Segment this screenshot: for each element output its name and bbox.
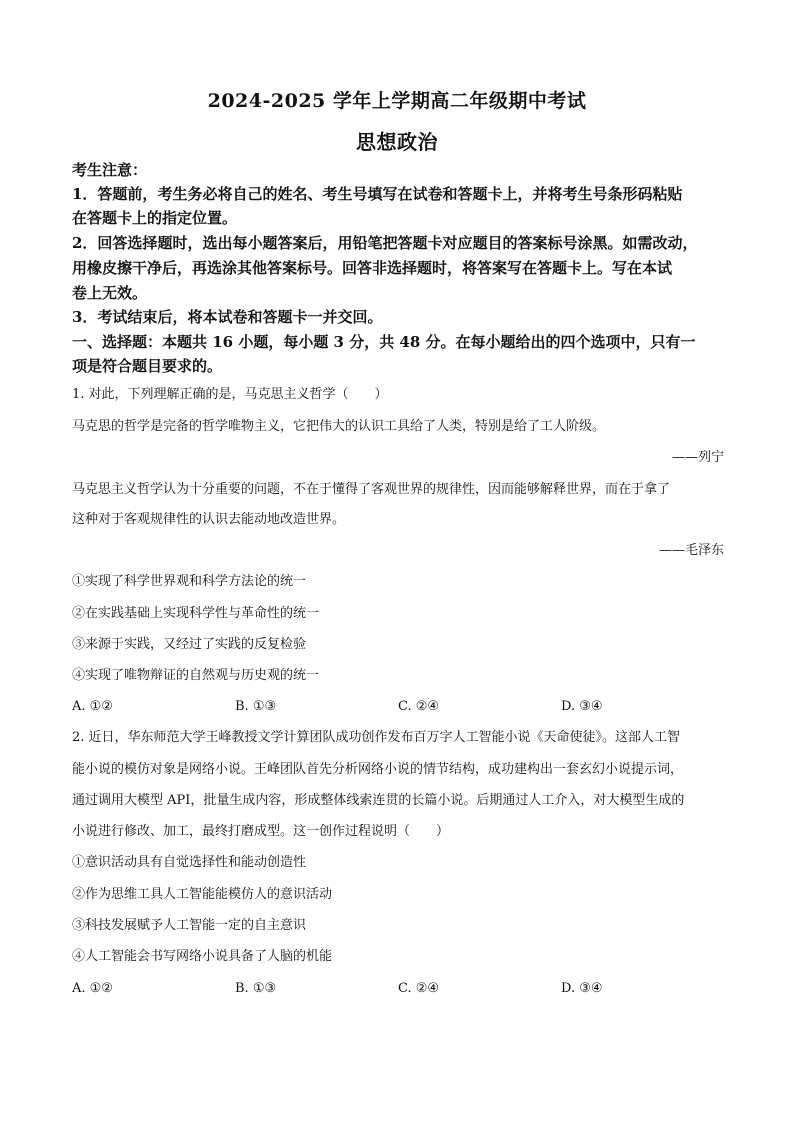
notice-item-1: 1．答题前，考生务必将自己的姓名、考生号填写在试卷和答题卡上，并将考生号条形码粘贴 bbox=[72, 185, 683, 203]
notice-heading: 考生注意： bbox=[72, 161, 148, 179]
section-heading: 一、选择题：本题共 16 小题，每小题 3 分，共 48 分。在每小题给出的四个选项中，只有一 bbox=[72, 333, 696, 351]
q1-option-b[interactable]: B. ①③ bbox=[235, 699, 277, 714]
q1-item-4: ④实现了唯物辩证的自然观与历史观的统一 bbox=[72, 668, 320, 683]
q1-quote-2-cont: 这种对于客观规律性的认识去能动地改造世界。 bbox=[72, 512, 346, 527]
q1-option-d[interactable]: D. ③④ bbox=[561, 699, 603, 714]
q2-stem-cont-1: 能小说的模仿对象是网络小说。王峰团队首先分析网络小说的情节结构，成功建构出一套玄幻小说提示词， bbox=[72, 762, 684, 777]
notice-item-2-end: 卷上无效。 bbox=[72, 284, 148, 302]
exam-subject: 思想政治 bbox=[356, 130, 438, 154]
q1-item-1: ①实现了科学世界观和科学方法论的统一 bbox=[72, 574, 307, 589]
notice-item-2-cont: 用橡皮擦干净后，再选涂其他答案标号。回答非选择题时，将答案写在答题卡上。写在本试 bbox=[72, 259, 673, 277]
exam-title: 2024-2025 学年上学期高二年级期中考试 bbox=[207, 90, 587, 112]
notice-item-2: 2．回答选择题时，选出每小题答案后，用铅笔把答题卡对应题目的答案标号涂黑。如需改动， bbox=[72, 234, 698, 252]
q1-option-c[interactable]: C. ②④ bbox=[398, 699, 440, 714]
q2-item-4: ④人工智能会书写网络小说具备了人脑的机能 bbox=[72, 949, 333, 964]
notice-item-1-cont: 在答题卡上的指定位置。 bbox=[72, 209, 238, 227]
q1-stem: 1. 对此，下列理解正确的是，马克思主义哲学（ ） bbox=[72, 387, 388, 402]
q2-option-b[interactable]: B. ①③ bbox=[235, 981, 277, 996]
q1-quote-1-author: ——列宁 bbox=[671, 450, 724, 465]
q1-item-3: ③来源于实践，又经过了实践的反复检验 bbox=[72, 637, 307, 652]
q2-item-1: ①意识活动具有自觉选择性和能动创造性 bbox=[72, 855, 307, 870]
q1-item-2: ②在实践基础上实现科学性与革命性的统一 bbox=[72, 606, 320, 621]
q1-quote-2: 马克思主义哲学认为十分重要的问题，不在于懂得了客观世界的规律性，因而能够解释世界，而在于拿了 bbox=[72, 482, 671, 497]
q2-option-d[interactable]: D. ③④ bbox=[561, 981, 603, 996]
q2-item-2: ②作为思维工具人工智能能模仿人的意识活动 bbox=[72, 887, 333, 902]
q1-quote-2-author: ——毛泽东 bbox=[658, 543, 724, 558]
q2-stem-cont-3: 小说进行修改、加工，最终打磨成型。这一创作过程说明（ ） bbox=[72, 824, 450, 839]
q1-option-a[interactable]: A. ①② bbox=[72, 699, 113, 714]
section-heading-cont: 项是符合题目要求的。 bbox=[72, 357, 223, 375]
q2-option-c[interactable]: C. ②④ bbox=[398, 981, 440, 996]
q1-quote-1: 马克思的哲学是完备的哲学唯物主义，它把伟大的认识工具给了人类，特别是给了工人阶级。 bbox=[72, 419, 606, 434]
q2-option-a[interactable]: A. ①② bbox=[72, 981, 113, 996]
q2-stem: 2. 近日，华东师范大学王峰教授文学计算团队成功创作发布百万字人工智能小说《天命使徒》。这部人工智 bbox=[72, 730, 681, 745]
q2-item-3: ③科技发展赋予人工智能一定的自主意识 bbox=[72, 918, 307, 933]
notice-item-3: 3．考试结束后，将本试卷和答题卡一并交回。 bbox=[72, 308, 383, 326]
q2-stem-cont-2: 通过调用大模型 API，批量生成内容，形成整体线索连贯的长篇小说。后期通过人工介入，对大模型生成的 bbox=[72, 793, 685, 808]
